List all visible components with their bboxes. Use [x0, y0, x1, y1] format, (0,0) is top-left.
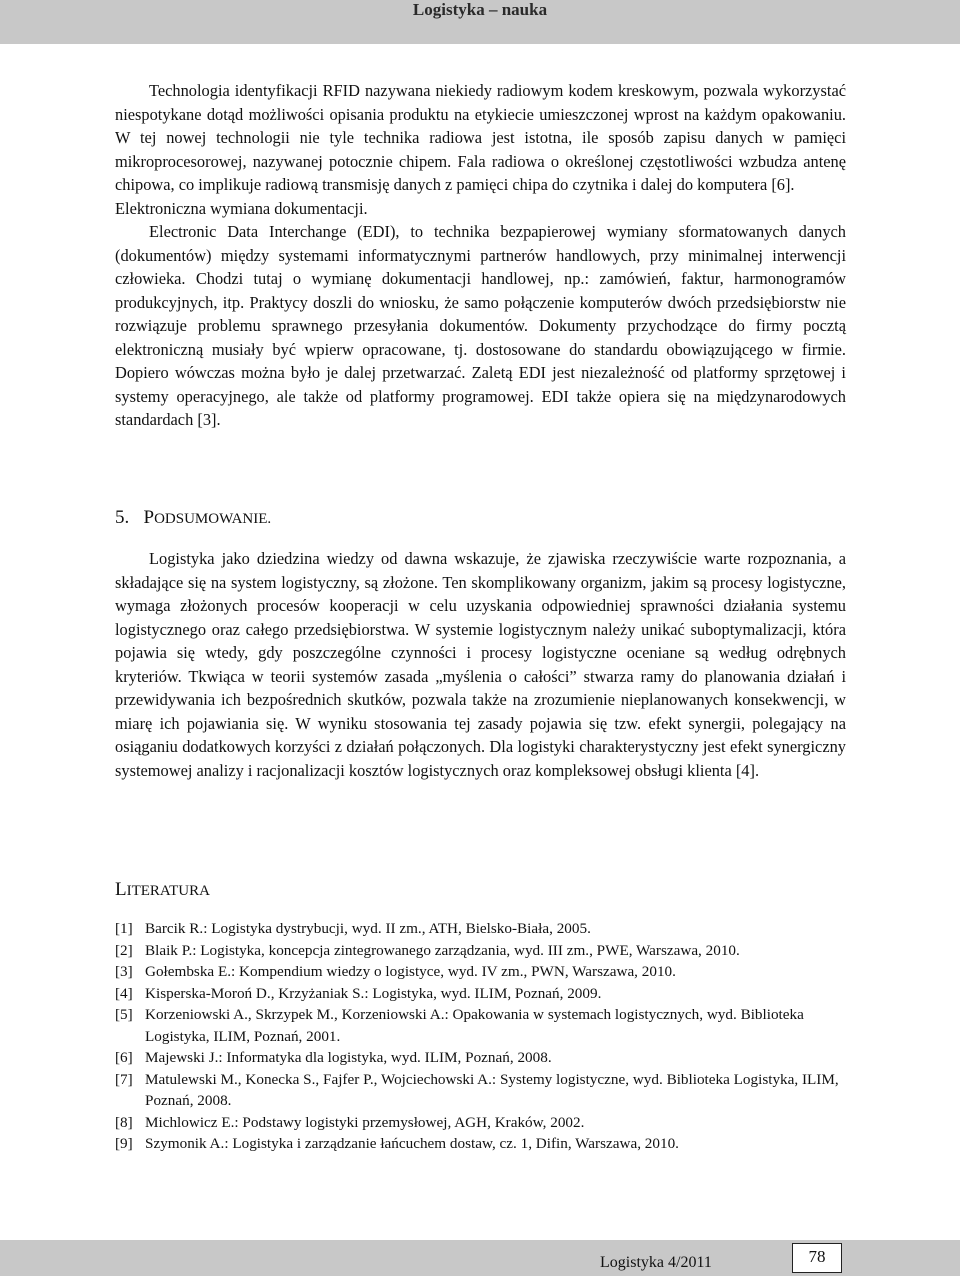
- literature-title-rest: ITERATURA: [126, 883, 210, 899]
- ref-text: Matulewski M., Konecka S., Fajfer P., Wojciechowski A.: Systemy logistyczne, wyd. Biblioteka Logistyka, ILIM, Poznań, 2008.: [145, 1070, 839, 1109]
- section-title-rest: ODSUMOWANIE.: [154, 511, 272, 527]
- literature-title-initial: L: [115, 879, 127, 900]
- ref-text: Korzeniowski A., Skrzypek M., Korzeniowski A.: Opakowania w systemach logistycznych, wyd. Biblioteka Logistyka, ILIM, Poznań, 2001.: [145, 1006, 804, 1045]
- reference-item: [115, 1004, 845, 1047]
- ref-number: [5]: [115, 1006, 133, 1023]
- section-number: 5.: [115, 507, 130, 528]
- section-heading-summary: [115, 507, 271, 530]
- ref-number: [9]: [115, 1135, 133, 1152]
- ref-text: Kisperska-Moroń D., Krzyżaniak S.: Logistyka, wyd. ILIM, Poznań, 2009.: [145, 984, 602, 1002]
- ref-text: Szymonik A.: Logistyka i zarządzanie łańcuchem dostaw, cz. 1, Difin, Warszawa, 2010.: [145, 1135, 679, 1152]
- section-heading-literature: [115, 879, 210, 902]
- reference-item: [115, 940, 845, 962]
- ref-number: [1]: [115, 920, 133, 937]
- reference-item: [115, 961, 845, 983]
- page-number: 78: [792, 1243, 842, 1273]
- ref-number: [2]: [115, 941, 133, 959]
- ref-text: Barcik R.: Logistyka dystrybucji, wyd. II zm., ATH, Bielsko-Biała, 2005.: [145, 920, 591, 937]
- ref-text: Michlowicz E.: Podstawy logistyki przemysłowej, AGH, Kraków, 2002.: [145, 1113, 585, 1131]
- paragraph-rfid: Technologia identyfikacji RFID nazywana niekiedy radiowym kodem kreskowym, pozwala wykorzystać niespotykane dotąd możliwości opisania produktu na etykiecie umieszczonej wprost na każdym opakowaniu. W tej nowej technologii nie tyle technika radiowa jest istotna, ile sposób zapisu danych w pamięci mikroprocesorowej, nazywanej potocznie chipem. Fala radiowa o określonej częstotliwości wzbudza antenę chipowa, co implikuje radiową transmisję danych z pamięci chipa do czytnika i dalej do komputera [6].: [115, 81, 846, 194]
- reference-item: [115, 1069, 845, 1112]
- paragraph-edi-heading: Elektroniczna wymiana dokumentacji.: [115, 198, 368, 218]
- ref-number: [6]: [115, 1049, 133, 1066]
- reference-item: [115, 983, 845, 1005]
- summary-body: [115, 547, 846, 782]
- ref-number: [7]: [115, 1070, 133, 1088]
- reference-item: [115, 1047, 845, 1069]
- footer-journal-title: Logistyka 4/2011: [600, 1254, 712, 1271]
- section-title-initial: P: [143, 507, 155, 528]
- paragraph-summary: Logistyka jako dziedzina wiedzy od dawna wskazuje, że zjawiska rzeczywiście warte rozpoznania, a składające się na system logistyczny, są złożone. Ten skomplikowany organizm, jakim są procesy logistyczne, wymaga złożonych procesów kooperacji w celu uzyskania odpowiedniej sprawności działania systemu logistycznego oraz całego przedsiębiorstwa. W systemie logistycznym należy unikać suboptymalizacji, która pojawia się wtedy, gdy poszczególne czynności i procesy logistyczne oceniane są według odrębnych kryteriów. Tkwiąca w teorii systemów zasada „myślenia o całości” stwarza ramy do planowania działań i przewidywania ich bezpośrednich skutków, pozwala także na zrozumienie nieplanowanych konsekwencji, w miarę ich pojawiania się. W wyniku stosowania tej zasady pojawia się tzw. efekt synergii, polegający na osiąganiu dodatkowych korzyści z działań połączonych. Dla logistyki charakterystyczny jest efekt synergiczny systemowej analizy i racjonalizacji kosztów logistycznych oraz kompleksowej obsługi klienta [4].: [115, 549, 846, 780]
- ref-number: [4]: [115, 984, 133, 1002]
- reference-item: [115, 918, 845, 940]
- running-header-title: Logistyka – nauka: [412, 0, 548, 19]
- reference-item: [115, 1112, 845, 1134]
- ref-text: Gołembska E.: Kompendium wiedzy o logistyce, wyd. IV zm., PWN, Warszawa, 2010.: [145, 963, 676, 980]
- paragraph-edi: Electronic Data Interchange (EDI), to technika bezpapierowej wymiany sformatowanych danych (dokumentów) między systemami informatycznymi partnerów handlowych, przy minimalnej interwencji człowieka. Chodzi tutaj o wymianę dokumentacji handlowej, np.: zamówień, faktur, harmonogramów produkcyjnych, itp. Praktycy doszli do wniosku, że samo połączenie komputerów dwóch przedsiębiorstw nie rozwiązuje problemu sprawnego przesyłania dokumentów. Dokumenty przychodzące do firmy pocztą elektroniczną musiały być wpierw opracowane, tj. dostosowane do standardu obowiązującego w firmie. Dopiero wówczas można było je dalej przetwarzać. Zaletą EDI jest niezależność od platformy sprzętowej i systemy operacyjnego, ale także od platformy programowej. EDI także opiera się na międzynarodowych standardach [3].: [115, 222, 846, 429]
- ref-text: Majewski J.: Informatyka dla logistyka, wyd. ILIM, Poznań, 2008.: [145, 1049, 552, 1066]
- ref-number: [8]: [115, 1113, 133, 1131]
- reference-list: [115, 918, 845, 1155]
- body-text: [115, 79, 846, 432]
- ref-text: Blaik P.: Logistyka, koncepcja zintegrowanego zarządzania, wyd. III zm., PWE, Warszawa, 2010.: [145, 941, 740, 959]
- ref-number: [3]: [115, 963, 133, 980]
- reference-item: [115, 1133, 845, 1155]
